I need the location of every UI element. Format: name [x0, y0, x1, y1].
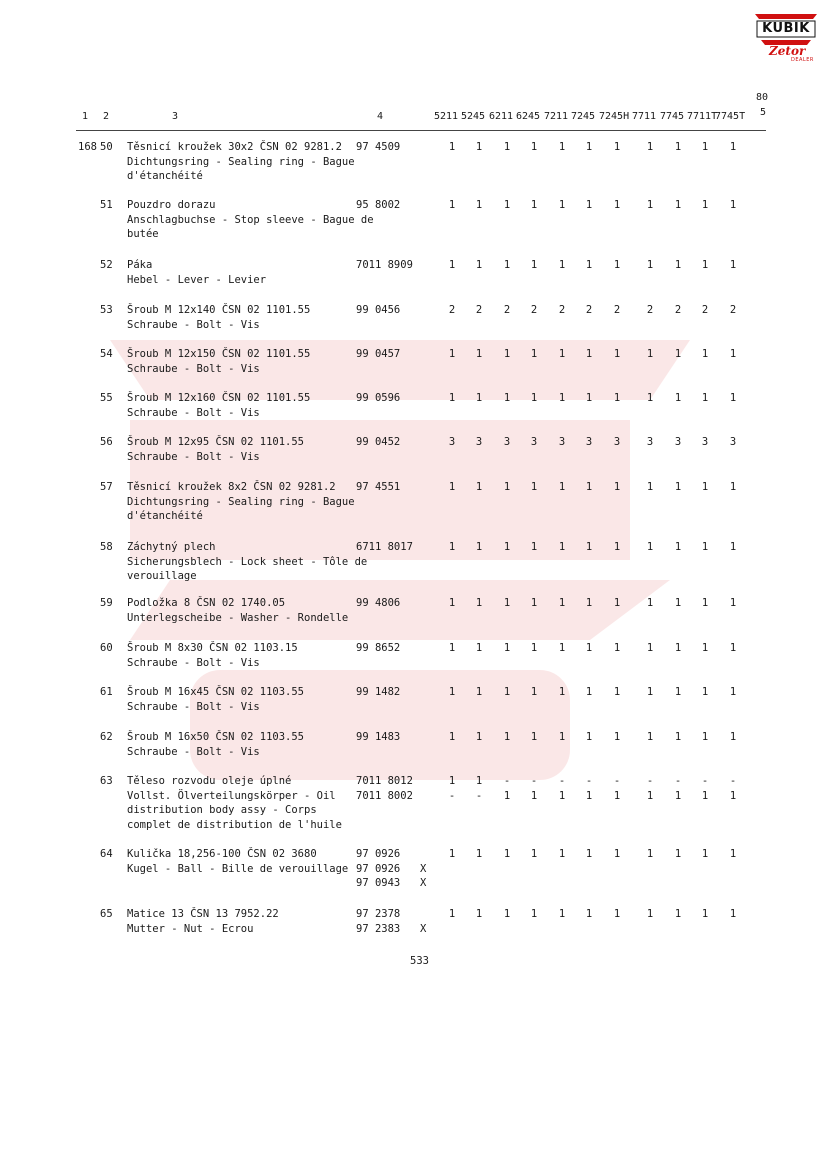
quantity-cell: 1: [701, 141, 709, 153]
description-line: verouillage: [127, 570, 197, 583]
quantity-cell: 1: [558, 789, 566, 802]
quantity-cell: 1: [701, 199, 709, 211]
quantity-cell: 1: [646, 848, 654, 860]
quantity-cell: 2: [729, 304, 737, 316]
quantity-cell: 1: [585, 789, 593, 802]
quantity-cell: 1: [530, 541, 538, 553]
header-model-7: 7711: [632, 111, 657, 122]
part-number: 99 1483: [356, 731, 401, 743]
quantity-cell: 1: [729, 789, 737, 802]
quantity-cell: 1: [475, 642, 483, 654]
part-number: 97 2383: [356, 922, 401, 935]
page-corner-number: 80: [756, 92, 769, 103]
quantity-cell: 1: [585, 908, 593, 920]
quantity-cell: 1: [613, 541, 621, 553]
quantity-cell: 1: [530, 686, 538, 698]
header-rule: [76, 130, 766, 131]
description-line: Šroub M 12x160 ČSN 02 1101.55: [127, 392, 311, 404]
quantity-cell: 2: [503, 304, 511, 316]
quantity-cell: 1: [646, 541, 654, 553]
quantity-cell: 3: [729, 436, 737, 448]
quantity-cell: 1: [646, 686, 654, 698]
quantity-cell: -: [729, 775, 737, 787]
quantity-cell: 1: [729, 686, 737, 698]
description-line: Šroub M 12x140 ČSN 02 1101.55: [127, 304, 311, 316]
quantity-cell: 1: [674, 642, 682, 654]
quantity-cell: 1: [701, 541, 709, 553]
quantity-cell: 3: [475, 436, 483, 448]
description-line: Schraube - Bolt - Vis: [127, 318, 260, 331]
logo-tag: DEALER: [791, 57, 814, 63]
quantity-cell: 1: [729, 141, 737, 153]
quantity-cell: 2: [530, 304, 538, 316]
description-line: Pouzdro dorazu: [127, 199, 216, 211]
quantity-cell: 1: [503, 392, 511, 404]
quantity-cell: 1: [613, 199, 621, 211]
quantity-cell: 1: [503, 141, 511, 153]
quantity-cell: 1: [503, 686, 511, 698]
quantity-cell: 1: [503, 541, 511, 553]
quantity-cell: 1: [448, 348, 456, 360]
header-model-4: 7211: [544, 111, 569, 122]
quantity-cell: 1: [729, 731, 737, 743]
header-col3: 3: [172, 111, 179, 122]
quantity-cell: 1: [448, 686, 456, 698]
part-number: 7011 8002: [356, 789, 413, 802]
quantity-cell: -: [503, 775, 511, 787]
quantity-cell: 1: [585, 642, 593, 654]
part-number: 97 4551: [356, 481, 401, 493]
description-line: Dichtungsring - Sealing ring - Bague: [127, 155, 355, 168]
part-number: 99 0456: [356, 304, 401, 316]
position-number: 54: [100, 348, 113, 360]
quantity-cell: -: [613, 775, 621, 787]
description-line: distribution body assy - Corps: [127, 804, 317, 817]
part-number: 99 8652: [356, 642, 401, 654]
quantity-cell: 1: [530, 259, 538, 271]
quantity-cell: 1: [674, 259, 682, 271]
quantity-cell: -: [558, 775, 566, 787]
part-number: 99 4806: [356, 597, 401, 609]
quantity-cell: 1: [646, 199, 654, 211]
quantity-cell: 1: [613, 348, 621, 360]
position-number: 62: [100, 731, 113, 743]
quantity-cell: 1: [475, 481, 483, 493]
description-line: butée: [127, 228, 159, 241]
quantity-cell: 1: [613, 789, 621, 802]
description-line: Šroub M 16x45 ČSN 02 1103.55: [127, 686, 305, 698]
position-number: 63: [100, 775, 113, 787]
quantity-cell: 1: [558, 199, 566, 211]
quantity-cell: 1: [646, 731, 654, 743]
description-line: Mutter - Nut - Ecrou: [127, 922, 254, 935]
quantity-cell: 1: [448, 848, 456, 860]
part-number: 6711 8017: [356, 541, 413, 553]
quantity-cell: -: [701, 775, 709, 787]
quantity-cell: 1: [558, 348, 566, 360]
quantity-cell: 3: [701, 436, 709, 448]
quantity-cell: 2: [448, 304, 456, 316]
description-line: Anschlagbuchse - Stop sleeve - Bague de: [127, 213, 374, 226]
quantity-cell: 3: [558, 436, 566, 448]
quantity-cell: 1: [585, 199, 593, 211]
quantity-cell: 1: [646, 789, 654, 802]
quantity-cell: 1: [503, 731, 511, 743]
description-line: Dichtungsring - Sealing ring - Bague: [127, 495, 355, 508]
quantity-cell: 1: [558, 481, 566, 493]
quantity-cell: 1: [729, 259, 737, 271]
quantity-cell: 1: [729, 597, 737, 609]
description-line: Šroub M 8x30 ČSN 02 1103.15: [127, 642, 298, 654]
quantity-cell: 1: [558, 392, 566, 404]
quantity-cell: 1: [503, 259, 511, 271]
quantity-cell: 1: [585, 597, 593, 609]
quantity-cell: 1: [530, 789, 538, 802]
header-model-9: 7711T: [687, 111, 718, 122]
header-col1: 1: [82, 111, 89, 122]
quantity-cell: 1: [701, 848, 709, 860]
quantity-cell: 1: [503, 597, 511, 609]
part-number: 97 4509: [356, 141, 401, 153]
quantity-cell: 1: [530, 597, 538, 609]
quantity-cell: 1: [558, 259, 566, 271]
quantity-cell: 1: [646, 908, 654, 920]
quantity-cell: 1: [448, 775, 456, 787]
variant-flag: X: [420, 877, 427, 890]
header-col2: 2: [103, 111, 110, 122]
description-line: d'étanchéité: [127, 170, 203, 183]
quantity-cell: 1: [448, 541, 456, 553]
quantity-cell: 1: [585, 481, 593, 493]
description-line: d'étanchéité: [127, 510, 203, 523]
position-number: 56: [100, 436, 113, 448]
quantity-cell: 1: [530, 348, 538, 360]
header-model-6: 7245H: [599, 111, 630, 122]
quantity-cell: -: [585, 775, 593, 787]
header-model-1: 5245: [461, 111, 486, 122]
description-line: Těsnicí kroužek 30x2 ČSN 02 9281.2: [127, 141, 342, 153]
quantity-cell: 1: [674, 597, 682, 609]
description-line: Schraube - Bolt - Vis: [127, 406, 260, 419]
part-number: 99 1482: [356, 686, 401, 698]
quantity-cell: 1: [646, 392, 654, 404]
part-number: 95 8002: [356, 199, 401, 211]
description-line: Kugel - Ball - Bille de verouillage: [127, 862, 349, 875]
quantity-cell: 1: [674, 908, 682, 920]
logo-sub: Zetor: [769, 44, 806, 58]
quantity-cell: 1: [729, 848, 737, 860]
quantity-cell: 1: [530, 199, 538, 211]
quantity-cell: 1: [530, 908, 538, 920]
quantity-cell: 1: [585, 348, 593, 360]
part-number: 7011 8012: [356, 775, 413, 787]
header-model-5: 7245: [571, 111, 596, 122]
quantity-cell: 1: [613, 848, 621, 860]
quantity-cell: 1: [674, 141, 682, 153]
quantity-cell: 1: [503, 348, 511, 360]
quantity-cell: 1: [674, 392, 682, 404]
position-number: 58: [100, 541, 113, 553]
quantity-cell: 1: [475, 686, 483, 698]
quantity-cell: 1: [729, 481, 737, 493]
quantity-cell: 1: [585, 731, 593, 743]
quantity-cell: 3: [646, 436, 654, 448]
quantity-cell: 1: [558, 597, 566, 609]
quantity-cell: 1: [558, 642, 566, 654]
quantity-cell: 1: [701, 392, 709, 404]
description-line: Sicherungsblech - Lock sheet - Tôle de: [127, 555, 368, 568]
quantity-cell: 1: [475, 731, 483, 743]
quantity-cell: 1: [701, 481, 709, 493]
quantity-cell: 1: [530, 642, 538, 654]
quantity-cell: 1: [475, 541, 483, 553]
quantity-cell: 1: [613, 141, 621, 153]
quantity-cell: 1: [503, 848, 511, 860]
quantity-cell: 1: [613, 731, 621, 743]
quantity-cell: 1: [475, 597, 483, 609]
description-line: Schraube - Bolt - Vis: [127, 362, 260, 375]
part-number: 97 0926: [356, 862, 401, 875]
quantity-cell: 1: [558, 686, 566, 698]
quantity-cell: 1: [530, 141, 538, 153]
quantity-cell: 1: [448, 642, 456, 654]
description-line: Vollst. Ölverteilungskörper - Oil: [127, 789, 336, 802]
position-number: 59: [100, 597, 113, 609]
quantity-cell: 1: [448, 259, 456, 271]
quantity-cell: 1: [475, 141, 483, 153]
description-line: Matice 13 ČSN 13 7952.22: [127, 908, 279, 920]
position-number: 60: [100, 642, 113, 654]
quantity-cell: 1: [475, 348, 483, 360]
variant-flag: X: [420, 862, 427, 875]
quantity-cell: 1: [613, 597, 621, 609]
part-number: 99 0457: [356, 348, 401, 360]
quantity-cell: 1: [646, 597, 654, 609]
quantity-cell: 1: [646, 481, 654, 493]
quantity-cell: 1: [729, 908, 737, 920]
quantity-cell: 1: [701, 642, 709, 654]
position-number: 64: [100, 848, 113, 860]
quantity-cell: 1: [558, 731, 566, 743]
quantity-cell: 3: [613, 436, 621, 448]
quantity-cell: 1: [585, 541, 593, 553]
quantity-cell: 2: [585, 304, 593, 316]
quantity-cell: 2: [701, 304, 709, 316]
header-model-0: 5211: [434, 111, 459, 122]
quantity-cell: 1: [674, 348, 682, 360]
quantity-cell: 1: [503, 642, 511, 654]
quantity-cell: 1: [585, 392, 593, 404]
quantity-cell: 1: [729, 392, 737, 404]
quantity-cell: 1: [475, 908, 483, 920]
header-model-10: 7745T: [715, 111, 746, 122]
quantity-cell: 1: [448, 141, 456, 153]
quantity-cell: 1: [613, 481, 621, 493]
quantity-cell: 1: [448, 199, 456, 211]
quantity-cell: 1: [558, 541, 566, 553]
quantity-cell: 1: [729, 642, 737, 654]
position-number: 52: [100, 259, 113, 271]
quantity-cell: 1: [530, 481, 538, 493]
quantity-cell: 1: [585, 141, 593, 153]
quantity-cell: 1: [585, 259, 593, 271]
group-number: 168: [78, 141, 97, 153]
quantity-cell: 1: [613, 259, 621, 271]
quantity-cell: 1: [701, 597, 709, 609]
quantity-cell: -: [475, 789, 483, 802]
quantity-cell: 1: [475, 259, 483, 271]
position-number: 51: [100, 199, 113, 211]
header-col5: 5: [760, 107, 767, 118]
quantity-cell: 1: [613, 642, 621, 654]
description-line: complet de distribution de l'huile: [127, 818, 342, 831]
quantity-cell: 2: [613, 304, 621, 316]
quantity-cell: 1: [674, 199, 682, 211]
quantity-cell: 1: [646, 259, 654, 271]
quantity-cell: 1: [558, 908, 566, 920]
quantity-cell: -: [448, 789, 456, 802]
description-line: Záchytný plech: [127, 541, 216, 553]
quantity-cell: 1: [674, 481, 682, 493]
description-line: Schraube - Bolt - Vis: [127, 700, 260, 713]
quantity-cell: 1: [530, 731, 538, 743]
position-number: 55: [100, 392, 113, 404]
quantity-cell: 1: [475, 392, 483, 404]
position-number: 53: [100, 304, 113, 316]
quantity-cell: 1: [646, 348, 654, 360]
position-number: 50: [100, 141, 113, 153]
quantity-cell: 1: [448, 481, 456, 493]
quantity-cell: 1: [701, 731, 709, 743]
quantity-cell: 1: [701, 789, 709, 802]
quantity-cell: 1: [729, 348, 737, 360]
quantity-cell: 2: [475, 304, 483, 316]
quantity-cell: 1: [585, 686, 593, 698]
quantity-cell: 1: [646, 642, 654, 654]
quantity-cell: 1: [475, 199, 483, 211]
quantity-cell: 1: [503, 789, 511, 802]
quantity-cell: 1: [613, 392, 621, 404]
quantity-cell: 1: [729, 199, 737, 211]
quantity-cell: 1: [674, 731, 682, 743]
description-line: Šroub M 12x95 ČSN 02 1101.55: [127, 436, 305, 448]
quantity-cell: 2: [558, 304, 566, 316]
quantity-cell: 1: [558, 848, 566, 860]
quantity-cell: 1: [448, 597, 456, 609]
quantity-cell: 3: [448, 436, 456, 448]
page-number: 533: [410, 955, 429, 967]
quantity-cell: -: [646, 775, 654, 787]
variant-flag: X: [420, 922, 427, 935]
quantity-cell: 1: [674, 541, 682, 553]
quantity-cell: 2: [674, 304, 682, 316]
description-line: Schraube - Bolt - Vis: [127, 656, 260, 669]
part-number: 97 0926: [356, 848, 401, 860]
quantity-cell: 1: [530, 848, 538, 860]
quantity-cell: -: [530, 775, 538, 787]
quantity-cell: 1: [530, 392, 538, 404]
part-number: 97 0943: [356, 877, 401, 890]
description-line: Šroub M 16x50 ČSN 02 1103.55: [127, 731, 305, 743]
quantity-cell: 3: [530, 436, 538, 448]
kubik-zetor-logo: [755, 14, 817, 64]
quantity-cell: 1: [674, 789, 682, 802]
description-line: Schraube - Bolt - Vis: [127, 745, 260, 758]
logo-brand: KUBIK: [762, 21, 810, 36]
part-number: 97 2378: [356, 908, 401, 920]
quantity-cell: 3: [585, 436, 593, 448]
description-line: Podložka 8 ČSN 02 1740.05: [127, 597, 286, 609]
quantity-cell: 1: [701, 259, 709, 271]
part-number: 99 0452: [356, 436, 401, 448]
quantity-cell: 1: [448, 731, 456, 743]
description-line: Schraube - Bolt - Vis: [127, 450, 260, 463]
quantity-cell: 3: [503, 436, 511, 448]
quantity-cell: 1: [701, 348, 709, 360]
quantity-cell: 1: [585, 848, 593, 860]
quantity-cell: 2: [646, 304, 654, 316]
description-line: Hebel - Lever - Levier: [127, 273, 267, 286]
description-line: Unterlegscheibe - Washer - Rondelle: [127, 611, 349, 624]
quantity-cell: 1: [503, 481, 511, 493]
quantity-cell: 1: [729, 541, 737, 553]
quantity-cell: 1: [503, 199, 511, 211]
quantity-cell: 1: [448, 908, 456, 920]
description-line: Těsnicí kroužek 8x2 ČSN 02 9281.2: [127, 481, 336, 493]
quantity-cell: 1: [613, 908, 621, 920]
quantity-cell: 1: [701, 686, 709, 698]
quantity-cell: 1: [701, 908, 709, 920]
description-line: Kulička 18,256-100 ČSN 02 3680: [127, 848, 317, 860]
quantity-cell: 1: [646, 141, 654, 153]
part-number: 99 0596: [356, 392, 401, 404]
header-col4: 4: [377, 111, 384, 122]
quantity-cell: 1: [613, 686, 621, 698]
quantity-cell: 1: [674, 686, 682, 698]
position-number: 57: [100, 481, 113, 493]
header-model-8: 7745: [660, 111, 685, 122]
quantity-cell: 1: [674, 848, 682, 860]
header-model-2: 6211: [489, 111, 514, 122]
description-line: Těleso rozvodu oleje úplné: [127, 775, 292, 787]
description-line: Šroub M 12x150 ČSN 02 1101.55: [127, 348, 311, 360]
description-line: Páka: [127, 259, 153, 271]
quantity-cell: 1: [448, 392, 456, 404]
quantity-cell: 3: [674, 436, 682, 448]
part-number: 7011 8909: [356, 259, 413, 271]
position-number: 65: [100, 908, 113, 920]
quantity-cell: 1: [475, 775, 483, 787]
position-number: 61: [100, 686, 113, 698]
header-model-3: 6245: [516, 111, 541, 122]
quantity-cell: -: [674, 775, 682, 787]
quantity-cell: 1: [503, 908, 511, 920]
quantity-cell: 1: [558, 141, 566, 153]
quantity-cell: 1: [475, 848, 483, 860]
